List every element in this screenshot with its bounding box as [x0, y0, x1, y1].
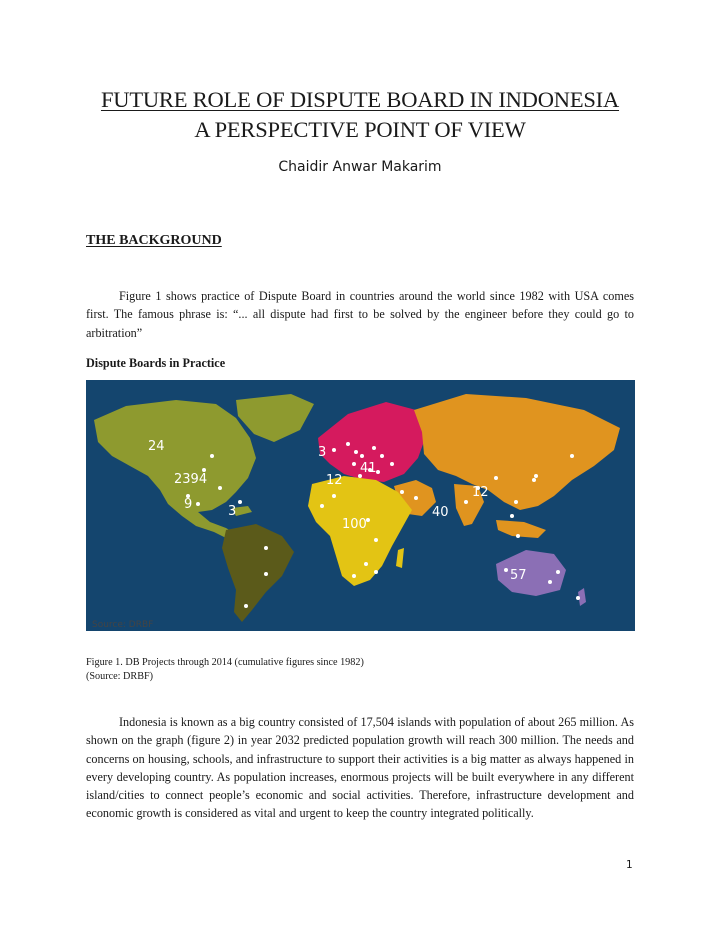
author-name: Chaidir Anwar Makarim	[278, 159, 442, 175]
map-label-central-america-3: 3	[228, 504, 237, 519]
paragraph-indonesia: Indonesia is known as a big country consisted of 17,504 islands with population of about 265 million. As shown on the graph (figure 2) in year 2032 predicted population growth will reach 300 million. The needs and concerns on housing, schools, and infrastructure to support their activities is a big matter as always happened in every developing country. As population increases, enormous projects will be built everywhere in any different island/cities to connect people’s economic and social activities. Therefore, infrastructure development and economic growth is considered as vital and urgent to keep the country integrated politically.	[86, 715, 634, 821]
map-label-north-america-24: 24	[148, 439, 165, 454]
paper-title-line1: FUTURE ROLE OF DISPUTE BOARD IN INDONESIA	[100, 87, 620, 112]
figure-caption-line2: (Source: DRBF)	[86, 670, 154, 682]
map-label-europe-41: 41	[360, 461, 377, 476]
paragraph-intro: Figure 1 shows practice of Dispute Board in countries around the world since 1982 with USA comes first. The famous phrase is: “... all dispute had first to be solved by the engineer before they could go to arbitration”	[86, 289, 634, 340]
page-number: 1	[626, 859, 633, 871]
map-label-north-america-9: 9	[184, 497, 193, 512]
figure-caption	[86, 656, 364, 683]
figure-caption-line1: Figure 1. DB Projects through 2014 (cumulative figures since 1982)	[86, 657, 364, 668]
map-label-europe-12: 12	[326, 473, 343, 488]
section-heading: THE BACKGROUND	[86, 233, 222, 248]
map-source-label: Source: DRBF	[92, 620, 154, 630]
paper-title-line2: A PERSPECTIVE POINT OF VIEW	[194, 117, 526, 142]
map-label-middle-east-40: 40	[432, 505, 449, 520]
map-label-africa-100: 100	[342, 517, 367, 532]
world-map-figure	[86, 380, 635, 631]
map-label-north-america-2394: 2394	[174, 472, 208, 487]
map-label-oceania-57: 57	[510, 568, 527, 583]
map-label-europe-3: 3	[318, 445, 327, 460]
map-label-asia-12: 12	[472, 485, 489, 500]
figure-subheading: Dispute Boards in Practice	[86, 356, 226, 370]
